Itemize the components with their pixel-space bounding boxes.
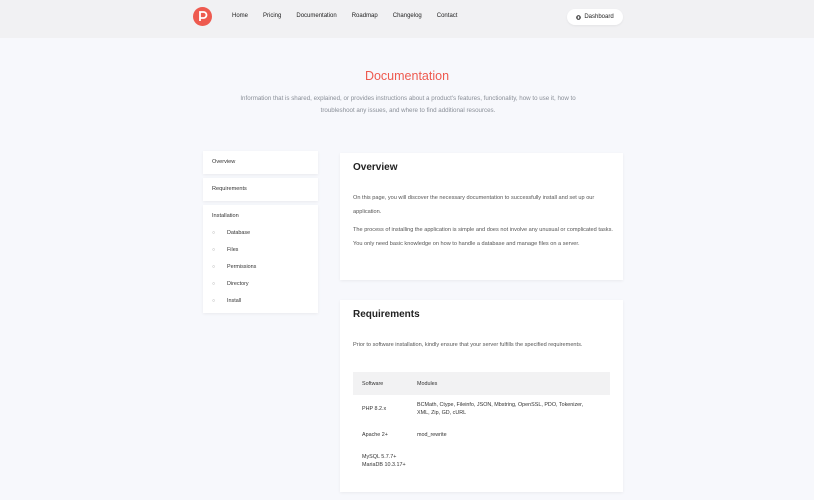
overview-heading: Overview bbox=[353, 162, 398, 173]
nav-documentation[interactable]: Documentation bbox=[296, 13, 337, 19]
sidebar-item-directory[interactable] bbox=[212, 281, 249, 287]
modules-cell: BCMath, Ctype, Fileinfo, JSON, Mbstring, OpenSSL, PDO, Tokenizer, XML, Zip, GD, cURL bbox=[417, 402, 584, 416]
nav-home[interactable]: Home bbox=[232, 13, 249, 19]
sidebar-item-database[interactable] bbox=[212, 230, 250, 236]
requirements-intro: Prior to software installation, kindly ensure that your server fulfills the specified requirements. bbox=[353, 342, 583, 348]
dashboard-icon bbox=[576, 15, 581, 20]
sidebar-item-label: Permissions bbox=[227, 264, 257, 270]
bullet-icon: ○ bbox=[212, 230, 216, 236]
modules-cell bbox=[413, 453, 610, 469]
sidebar-item-label: Overview bbox=[212, 159, 236, 165]
sidebar-item-label: Install bbox=[227, 298, 242, 304]
modules-cell: mod_rewrite bbox=[417, 432, 447, 438]
sidebar-item-label: Requirements bbox=[212, 186, 247, 192]
nav-contact[interactable]: Contact bbox=[436, 13, 458, 19]
sidebar-item-files[interactable] bbox=[212, 247, 238, 253]
table-row bbox=[353, 453, 610, 469]
main-nav bbox=[232, 13, 472, 19]
dashboard-label: Dashboard bbox=[584, 14, 614, 20]
bullet-icon: ○ bbox=[212, 247, 216, 253]
column-header-modules: Modules bbox=[417, 380, 438, 387]
nav-pricing[interactable]: Pricing bbox=[263, 13, 282, 19]
software-cell: PHP 8.2.x bbox=[362, 406, 387, 412]
requirements-table bbox=[353, 372, 610, 468]
bullet-icon: ○ bbox=[212, 298, 216, 304]
overview-paragraph-2: The process of installing the application is simple and does not involve any unusual or complicated tasks. You only need basic knowledge on how to handle a database and manage files on a server. bbox=[353, 227, 613, 247]
page-subtitle: Information that is shared, explained, or provides instructions about a product's features, functionality, how to use it, how to troubleshoot any issues, and where to find additional resources. bbox=[240, 95, 576, 114]
overview-paragraph-1: On this page, you will discover the necessary documentation to successfully install and set up our application. bbox=[353, 195, 595, 215]
page-title: Documentation bbox=[364, 69, 450, 83]
sidebar-item-label: Directory bbox=[227, 281, 249, 287]
requirements-card bbox=[340, 300, 623, 492]
column-header-software: Software bbox=[362, 380, 384, 387]
table-row bbox=[353, 401, 610, 417]
software-cell: MySQL 5.7.7+ MariaDB 10.3.17+ bbox=[362, 454, 406, 468]
sidebar-item-label: Files bbox=[227, 247, 239, 253]
dashboard-button[interactable] bbox=[567, 9, 623, 25]
table-row bbox=[353, 431, 610, 439]
logo-icon[interactable] bbox=[193, 7, 212, 26]
bullet-icon: ○ bbox=[212, 264, 216, 270]
sidebar-item-install[interactable] bbox=[212, 298, 241, 304]
sidebar-item-installation[interactable]: Installation bbox=[212, 213, 239, 219]
sidebar-item-overview[interactable] bbox=[203, 151, 318, 174]
requirements-heading: Requirements bbox=[353, 309, 420, 320]
overview-card bbox=[340, 153, 623, 280]
software-cell: Apache 2+ bbox=[362, 432, 388, 438]
nav-changelog[interactable]: Changelog bbox=[392, 13, 422, 19]
nav-roadmap[interactable]: Roadmap bbox=[351, 13, 378, 19]
sidebar-item-permissions[interactable] bbox=[212, 264, 256, 270]
table-header bbox=[353, 372, 610, 395]
bullet-icon: ○ bbox=[212, 281, 216, 287]
top-navbar bbox=[0, 0, 814, 38]
sidebar-item-label: Database bbox=[227, 230, 251, 236]
sidebar-item-requirements[interactable] bbox=[203, 178, 318, 201]
sidebar-section-installation bbox=[203, 205, 318, 313]
